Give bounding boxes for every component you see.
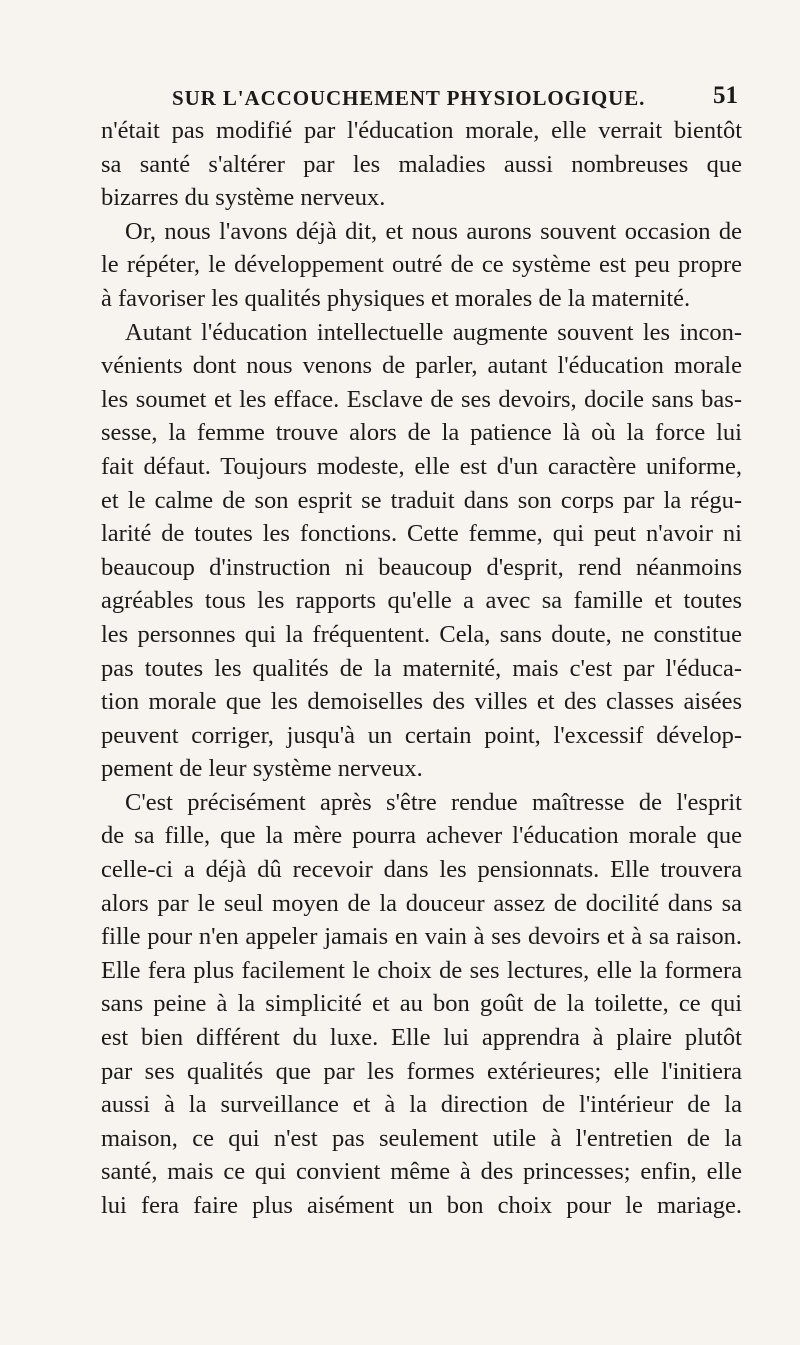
text-line: lui fera faire plus aisément un bon choix pour le mariage. xyxy=(101,1192,742,1219)
text-line: alors par le seul moyen de la douceur assez de docilité dans sa xyxy=(101,889,742,917)
text-line: et le calme de son esprit se traduit dans son corps par la régu- xyxy=(101,486,742,514)
text-line: larité de toutes les fonctions. Cette femme, qui peut n'avoir ni xyxy=(101,520,742,548)
running-title: SUR L'ACCOUCHEMENT PHYSIOLOGIQUE. xyxy=(172,86,646,110)
text-line: de sa fille, que la mère pourra achever l'éducation morale que xyxy=(101,822,742,850)
text-line: n'était pas modifié par l'éducation morale, elle verrait bientôt xyxy=(101,117,742,144)
text-line: par ses qualités que par les formes extérieures; elle l'initiera xyxy=(101,1057,742,1085)
text-line: Or, nous l'avons déjà dit, et nous aurons souvent occasion de xyxy=(125,217,742,245)
text-line: celle-ci a déjà dû recevoir dans les pensionnats. Elle trouvera xyxy=(101,856,742,884)
text-line: le répéter, le développement outré de ce système est peu propre xyxy=(101,251,742,279)
text-line: tion morale que les demoiselles des villes et des classes aisées xyxy=(101,688,742,716)
body-text xyxy=(101,114,742,1223)
text-line: sa santé s'altérer par les maladies aussi nombreuses que xyxy=(101,150,742,178)
text-line: agréables tous les rapports qu'elle a avec sa famille et toutes xyxy=(101,587,742,615)
page-number: 51 xyxy=(713,82,738,109)
text-line: santé, mais ce qui convient même à des princesses; enfin, elle xyxy=(101,1158,742,1186)
text-line: fait défaut. Toujours modeste, elle est d'un caractère uniforme, xyxy=(101,452,742,480)
text-line: Elle fera plus facilement le choix de ses lectures, elle la formera xyxy=(101,956,742,984)
text-line: fille pour n'en appeler jamais en vain à ses devoirs et à sa raison. xyxy=(101,923,742,951)
text-line: sesse, la femme trouve alors de la patience là où la force lui xyxy=(101,419,742,447)
text-line: Autant l'éducation intellectuelle augmente souvent les incon- xyxy=(125,318,742,346)
page-header xyxy=(132,82,738,116)
text-line: sans peine à la simplicité et au bon goût de la toilette, ce qui xyxy=(101,990,742,1018)
text-line: les personnes qui la fréquentent. Cela, sans doute, ne constitue xyxy=(101,620,742,648)
text-line: pas toutes les qualités de la maternité, mais c'est par l'éduca- xyxy=(101,654,742,682)
text-line: vénients dont nous venons de parler, autant l'éducation morale xyxy=(101,352,742,380)
text-line: bizarres du système nerveux. xyxy=(101,184,386,212)
text-line: pement de leur système nerveux. xyxy=(101,755,423,783)
text-line: maison, ce qui n'est pas seulement utile à l'entretien de la xyxy=(101,1124,742,1152)
text-line: est bien différent du luxe. Elle lui apprendra à plaire plutôt xyxy=(101,1024,742,1052)
text-line: beaucoup d'instruction ni beaucoup d'esprit, rend néanmoins xyxy=(101,553,742,581)
text-line: à favoriser les qualités physiques et morales de la maternité. xyxy=(101,284,691,312)
text-line: les soumet et les efface. Esclave de ses devoirs, docile sans bas- xyxy=(101,385,742,413)
text-line: peuvent corriger, jusqu'à un certain point, l'excessif dévelop- xyxy=(101,721,742,749)
text-line: C'est précisément après s'être rendue maîtresse de l'esprit xyxy=(125,788,742,816)
text-line: aussi à la surveillance et à la direction de l'intérieur de la xyxy=(101,1091,742,1119)
